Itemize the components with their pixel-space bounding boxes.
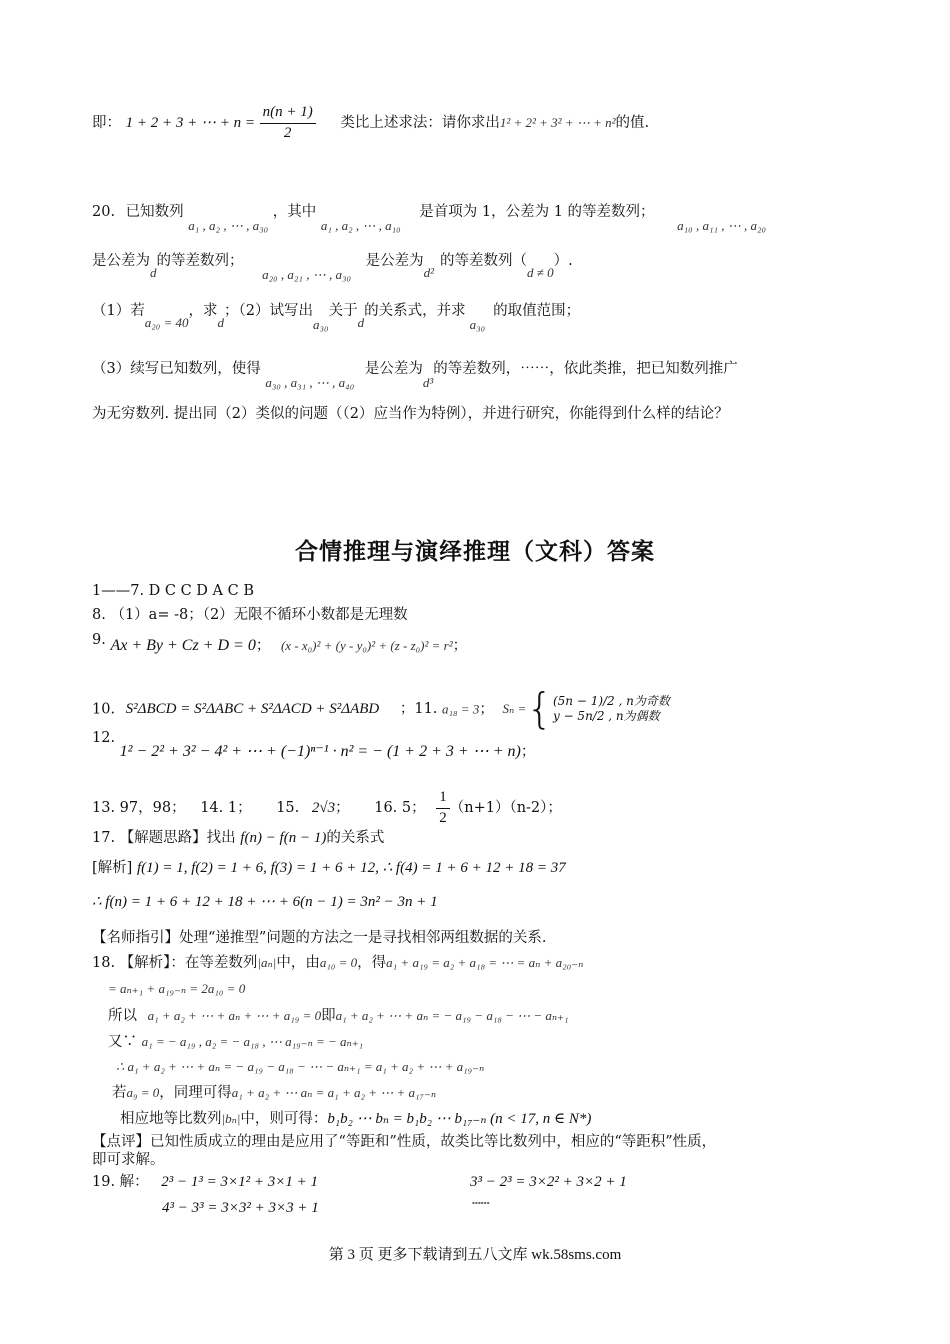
q20-line4 bbox=[92, 360, 738, 390]
answer-11-sn: Sₙ = bbox=[502, 701, 527, 717]
answer-19-formula-3: 4³ − 3³ = 3×3² + 3×3 + 1 bbox=[162, 1200, 319, 1216]
q20-number: 20. bbox=[92, 204, 116, 220]
answer-18-an: |aₙ| bbox=[257, 955, 277, 970]
q20-line1 bbox=[92, 203, 767, 233]
answer-9 bbox=[92, 632, 468, 656]
q20-p1-f: 的关系式，并求 bbox=[364, 303, 466, 319]
page-footer: 第 3 页 更多下载请到五八文库 wk.58sms.com bbox=[328, 1247, 622, 1263]
answer-9-end: ； bbox=[452, 638, 468, 654]
answer-17-formula-2: ∴ f(n) = 1 + 6 + 12 + 18 + ⋯ + 6(n − 1) = 3n² − 3n + 1 bbox=[92, 894, 438, 910]
answer-9-sep: ； bbox=[255, 638, 271, 654]
q20-p3-b: 是公差为 bbox=[364, 361, 423, 377]
answer-18-ji: 即 bbox=[321, 1008, 336, 1024]
answer-18-comment-2: 即可求解。 bbox=[92, 1152, 165, 1168]
answer-18-formula-1: a₁ + a₁₉ = a₂ + a₁₈ = ⋯ = aₙ + a₂₀₋ₙ bbox=[386, 955, 584, 970]
answer-17-expr: f(n) − f(n − 1) bbox=[240, 830, 327, 846]
answer-18-line1 bbox=[92, 954, 583, 972]
answer-18-so: 所以 bbox=[108, 1008, 137, 1024]
answer-17-head bbox=[92, 829, 384, 848]
answer-18-bn: |bₙ| bbox=[221, 1111, 241, 1126]
answer-18-ruo: 若 bbox=[112, 1085, 127, 1101]
answer-9-number: 9. bbox=[92, 632, 106, 648]
q20-p1-e: 关于 bbox=[328, 303, 358, 319]
q20-line2 bbox=[92, 252, 573, 282]
q19-frac-num: n(n + 1) bbox=[260, 103, 316, 124]
answer-16-fraction bbox=[436, 788, 450, 828]
q20-seq1: a₁ , a₂ , ⋯ , a₃₀ bbox=[188, 218, 269, 233]
answer-10-11 bbox=[92, 683, 670, 736]
answer-15-formula: 2√3 bbox=[311, 800, 336, 816]
answer-11-case-even: y − 5n/2 , n为偶数 bbox=[552, 709, 660, 724]
q20-text-3: 是首项为 1，公差为 1 的等差数列； bbox=[419, 204, 655, 220]
answer-12-end: ； bbox=[520, 744, 536, 760]
answer-18-t1: 中，由 bbox=[276, 955, 320, 971]
answer-18-formula-2: = aₙ₊₁ + a₁₉₋ₙ = 2a₁₀ = 0 bbox=[108, 981, 246, 996]
left-brace-icon: { bbox=[526, 684, 553, 733]
answer-16-frac-num: 1 bbox=[436, 788, 450, 809]
q20-p1-a: （1）若 bbox=[92, 303, 145, 319]
answer-18-formula-5: ∴ a₁ + a₂ + ⋯ + aₙ = − a₁₉ − a₁₈ − ⋯ − aₙ₊₁ = a₁ + a₂ + ⋯ + a₁₉₋ₙ bbox=[116, 1059, 485, 1074]
q20-text-6: 是公差为 bbox=[365, 253, 424, 269]
answer-9-plane: Ax + By + Cz + D = 0 bbox=[110, 637, 256, 654]
answer-8: 8. （1）a= -8；（2）无限不循环小数都是无理数 bbox=[92, 607, 408, 623]
q19-text: 类比上述求法：请你求出 bbox=[340, 115, 500, 131]
answer-18-t5: 中，则可得： bbox=[240, 1111, 328, 1127]
answer-11-sep: ； bbox=[479, 701, 494, 718]
answer-18-line4 bbox=[108, 1033, 363, 1051]
answer-18-formula-6: a₁ + a₂ + ⋯ aₙ = a₁ + a₂ + ⋯ + a₁₇₋ₙ bbox=[231, 1085, 437, 1100]
answer-17-tip: 【名师指引】处理“递推型”问题的方法之一是寻找相邻两组数据的关系. bbox=[92, 930, 547, 946]
q20-seq4: a₂₀ , a₂₁ , ⋯ , a₃₀ bbox=[262, 267, 351, 282]
q20-line3 bbox=[92, 302, 581, 332]
q20-text-8: ）. bbox=[553, 253, 573, 269]
answer-10-number: 10. bbox=[92, 701, 116, 718]
answer-11-number: ；11. bbox=[399, 701, 438, 718]
answer-16-frac-den: 2 bbox=[439, 809, 447, 826]
q19-formula-left: 1 + 2 + 3 + ⋯ + n = bbox=[125, 115, 255, 131]
answer-18-formula-3: a₁ + a₂ + ⋯ + aₙ + ⋯ + a₁₉ = 0 bbox=[147, 1008, 322, 1023]
answer-19-formula-2: 3³ − 2³ = 3×2² + 3×2 + 1 bbox=[470, 1174, 627, 1190]
answer-18-heading: 18. 【解析】：在等差数列 bbox=[92, 955, 258, 971]
answer-16-tail: （n+1）（n-2）； bbox=[449, 800, 562, 816]
q20-text-5: 的等差数列； bbox=[156, 253, 244, 269]
answer-19-dots: ┄┄ bbox=[472, 1195, 490, 1212]
q20-text-2: ，其中 bbox=[272, 204, 317, 220]
answer-19-line1 bbox=[92, 1173, 318, 1192]
q20-text-4: 是公差为 bbox=[92, 253, 150, 269]
q20-p3-seq: a₃₀ , a₃₁ , ⋯ , a₄₀ bbox=[265, 375, 355, 390]
q20-p1-d: d bbox=[217, 315, 225, 330]
answer-18-cond-2: a₉ = 0 bbox=[126, 1085, 160, 1100]
q20-p1-a30: a₃₀ bbox=[313, 317, 329, 332]
answer-17-heading: 17. 【解题思路】找出 bbox=[92, 830, 236, 846]
answer-11-piecewise bbox=[553, 694, 670, 725]
answer-18-formula-4: a₁ = − a₁₉ , a₂ = − a₁₈ , ⋯ a₁₉₋ₙ = − aₙ₊₁ bbox=[141, 1034, 364, 1049]
answers-title: 合情推理与演绎推理（文科）答案 bbox=[295, 539, 655, 565]
answer-18-formula-7: b₁b₂ ⋯ bₙ = b₁b₂ ⋯ b₁₇₋ₙ (n < 17, n ∈ N*) bbox=[327, 1111, 592, 1127]
q20-p3-c: 的等差数列，⋯⋯，依此类推，把已知数列推广 bbox=[433, 361, 738, 377]
answer-18-formula-3b: a₁ + a₂ + ⋯ + aₙ = − a₁₉ − a₁₈ − ⋯ − aₙ₊₁ bbox=[335, 1008, 569, 1023]
q20-text-7: 的等差数列（ bbox=[440, 253, 527, 269]
q20-seq2: a₁ , a₂ , ⋯ , a₁₀ bbox=[320, 218, 401, 233]
q20-p3-d3: d³ bbox=[422, 375, 434, 390]
answer-18-comment-1: 【点评】已知性质成立的理由是应用了“等距和”性质，故类比等比数列中，相应的“等距积”性质， bbox=[92, 1134, 717, 1150]
q20-seq3: a₁₀ , a₁₁ , ⋯ , a₂₀ bbox=[677, 218, 767, 233]
answer-14: 14. 1； bbox=[200, 800, 252, 816]
answer-10-formula: S²ΔBCD = S²ΔABC + S²ΔACD + S²ΔABD bbox=[125, 701, 380, 718]
q20-text-1: 已知数列 bbox=[125, 204, 184, 220]
answer-13-16 bbox=[92, 788, 562, 828]
q20-p1-d2: d bbox=[357, 315, 365, 330]
answer-19-formula-1: 2³ − 1³ = 3×1² + 3×1 + 1 bbox=[161, 1174, 319, 1190]
answer-15-number: 15. bbox=[276, 800, 300, 816]
answer-11-case-odd: (5n − 1)/2 , n为奇数 bbox=[552, 693, 670, 708]
q20-p1-eq: a₂₀ = 40 bbox=[144, 315, 189, 330]
answer-1-7: 1——7. D C C D A C B bbox=[92, 583, 254, 599]
q19-tail: 的值. bbox=[615, 115, 650, 131]
answer-17-line1 bbox=[92, 859, 566, 878]
answer-18-line3 bbox=[108, 1007, 569, 1025]
q20-p1-a30b: a₃₀ bbox=[469, 317, 486, 332]
q19-fraction bbox=[260, 103, 316, 143]
answer-9-sphere: (x - x₀)² + (y - y₀)² + (z - z₀)² = r² bbox=[280, 638, 453, 653]
answer-18-t3: ，同理可得 bbox=[159, 1085, 232, 1101]
answer-12-number: 12. bbox=[92, 730, 116, 746]
answer-18-t2: ，得 bbox=[357, 955, 387, 971]
q20-p1-b: ，求 bbox=[188, 303, 218, 319]
q20-p1-g: 的取值范围； bbox=[493, 303, 581, 319]
q19-sum-squares: 1² + 2² + 3² + ⋯ + n² bbox=[499, 115, 616, 130]
q20-d2: d² bbox=[423, 265, 434, 280]
answer-13: 13. 97，98； bbox=[92, 800, 186, 816]
q20-cond: d ≠ 0 bbox=[527, 265, 554, 280]
answer-17-jiexi: [解析] bbox=[92, 860, 133, 876]
q20-d1: d bbox=[150, 265, 157, 280]
answer-12 bbox=[92, 730, 536, 760]
answer-18-line6 bbox=[112, 1084, 436, 1102]
answer-18-t4: 相应地等比数列 bbox=[120, 1111, 222, 1127]
answer-12-formula: 1² − 2² + 3² − 4² + ⋯ + (−1)ⁿ⁻¹ · n² = − (1 + 2 + 3 + ⋯ + n) bbox=[119, 743, 521, 760]
answer-19-heading: 19. 解： bbox=[92, 1174, 149, 1190]
q19-frac-den: 2 bbox=[283, 124, 292, 141]
q20-p1-c: ；（2）试写出 bbox=[224, 303, 314, 319]
q20-line5: 为无穷数列. 提出同（2）类似的问题（（2）应当作为特例），并进行研究，你能得到什么样的结论？ bbox=[92, 406, 729, 422]
q19-intro bbox=[92, 103, 649, 143]
q19-lead: 即： bbox=[92, 115, 121, 131]
answer-15-end: ； bbox=[335, 800, 350, 816]
answer-11-formula: a₁₈ = 3 bbox=[442, 701, 480, 717]
answer-18-you: 又∵ bbox=[108, 1034, 137, 1050]
answer-17-tail: 的关系式 bbox=[326, 830, 385, 846]
answer-17-formula-1: f(1) = 1, f(2) = 1 + 6, f(3) = 1 + 6 + 12, ∴ f(4) = 1 + 6 + 12 + 18 = 37 bbox=[136, 860, 566, 876]
answer-18-cond: a₁₀ = 0 bbox=[319, 955, 358, 970]
answer-16-number: 16. 5； bbox=[374, 800, 426, 816]
answer-18-line7 bbox=[120, 1110, 591, 1129]
q20-p3-a: （3）续写已知数列，使得 bbox=[92, 361, 261, 377]
